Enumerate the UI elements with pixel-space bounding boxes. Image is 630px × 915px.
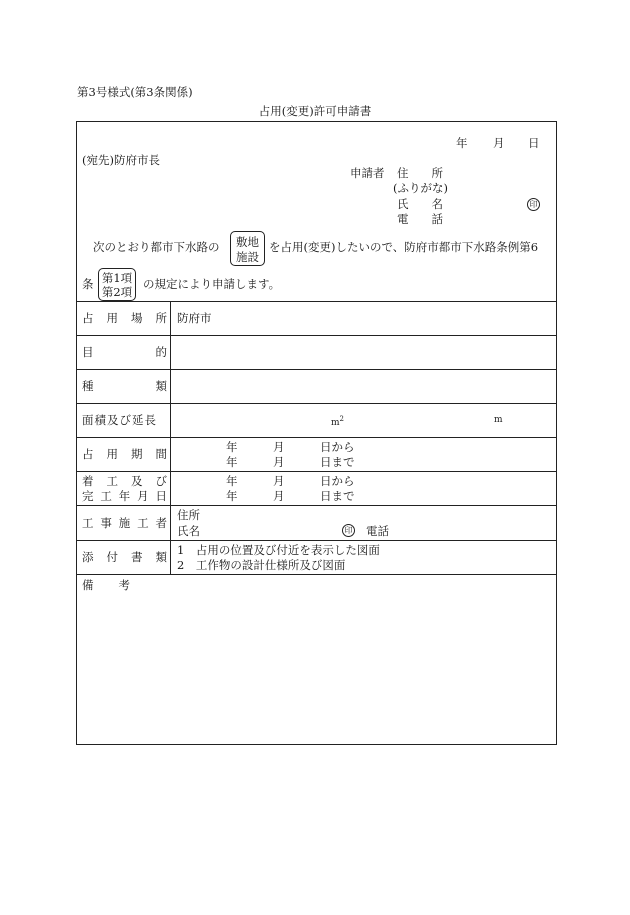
period-from-year: 年 — [226, 440, 238, 454]
construction-label-2-3: 年 — [118, 489, 131, 503]
area-unit-sup: 2 — [339, 415, 345, 423]
construction-label-2-1: 完 — [82, 489, 94, 503]
row-divider — [76, 540, 557, 541]
contractor-label-1: 工 — [82, 516, 94, 530]
attachments-label-2: 付 — [106, 550, 118, 564]
statement-line1-post: を占用(変更)したいので、防府市都市下水路条例第6 — [269, 240, 539, 254]
attachment-item-2: 2 工作物の設計仕様所及び図面 — [177, 558, 346, 572]
remarks-label-1: 備 — [82, 578, 94, 592]
attachments-label-3: 書 — [131, 550, 143, 564]
addressee: (宛先)防府市長 — [82, 153, 160, 167]
construction-to-month: 月 — [273, 489, 285, 503]
applicant-phone-label: 電 話 — [397, 212, 443, 226]
attachments-label-1: 添 — [82, 550, 94, 564]
contractor-label-4: 工 — [137, 516, 149, 530]
place-label-2: 用 — [106, 311, 118, 325]
contractor-label-2: 事 — [100, 516, 112, 530]
place-label-3: 場 — [131, 311, 143, 325]
form-title: 占用(変更)許可申請書 — [258, 104, 372, 118]
row-divider — [76, 369, 557, 370]
applicant-label: 申請者 — [350, 166, 385, 180]
contractor-label — [82, 518, 167, 530]
statement-line1-pre: 次のとおり都市下水路の — [93, 240, 220, 254]
construction-label-2 — [82, 491, 167, 503]
attachments-label — [82, 552, 167, 564]
date-year: 年 — [456, 136, 468, 150]
brace1-option-2: 施設 — [236, 250, 259, 264]
type-label-1: 種 — [82, 379, 94, 393]
construction-from-day: 日から — [320, 474, 355, 488]
row-divider — [76, 437, 557, 438]
contractor-name-label: 氏名 — [177, 524, 200, 538]
period-label-1: 占 — [82, 447, 94, 461]
contractor-address-label: 住所 — [177, 508, 200, 522]
contractor-phone-label: 電話 — [366, 524, 389, 538]
brace2-option-2: 第2項 — [101, 285, 133, 299]
contractor-label-3: 施 — [118, 516, 131, 530]
contractor-seal-icon: 印 — [342, 524, 355, 537]
period-to-day: 日まで — [320, 455, 355, 469]
row-divider — [76, 301, 557, 302]
purpose-label-1: 目 — [82, 345, 94, 359]
period-label — [82, 449, 167, 461]
place-label-4: 所 — [155, 311, 167, 325]
statement-line2-pre: 条 — [82, 277, 94, 291]
column-divider — [170, 301, 171, 574]
attachments-label-4: 類 — [155, 550, 167, 564]
period-label-2: 用 — [106, 447, 118, 461]
construction-from-year: 年 — [226, 474, 238, 488]
period-from-day: 日から — [320, 440, 355, 454]
applicant-seal-icon: 印 — [527, 198, 540, 211]
area-label: 面積及び延長 — [82, 413, 157, 427]
brace-site-facility — [230, 231, 265, 266]
place-label-1: 占 — [82, 311, 94, 325]
construction-from-month: 月 — [273, 474, 285, 488]
applicant-name-label: 氏 名 — [397, 197, 443, 211]
construction-label-1-1: 着 — [82, 474, 94, 488]
brace2-option-1: 第1項 — [101, 271, 133, 285]
type-label — [82, 381, 167, 393]
date-month: 月 — [493, 136, 505, 150]
row-divider — [76, 471, 557, 472]
area-unit-m: m — [331, 418, 340, 428]
date-day: 日 — [528, 136, 540, 150]
brace1-option-1: 敷地 — [236, 235, 259, 249]
row-divider — [76, 335, 557, 336]
applicant-furigana-label: (ふりがな) — [393, 181, 448, 195]
construction-label-1-4: び — [155, 474, 167, 488]
construction-label-2-4: 月 — [137, 489, 149, 503]
purpose-label — [82, 347, 167, 359]
brace-clause — [98, 268, 136, 301]
attachment-item-1: 1 占用の位置及び付近を表示した図面 — [177, 543, 380, 557]
construction-label-2-5: 日 — [155, 489, 167, 503]
construction-to-year: 年 — [226, 489, 238, 503]
construction-label-2-2: 工 — [100, 489, 112, 503]
construction-label-1-3: 及 — [131, 474, 143, 488]
contractor-label-5: 者 — [155, 516, 167, 530]
construction-to-day: 日まで — [320, 489, 355, 503]
remarks-label-2: 考 — [118, 578, 130, 592]
area-unit — [331, 416, 344, 428]
period-label-3: 期 — [131, 447, 143, 461]
construction-label-1-2: 工 — [106, 474, 118, 488]
row-divider — [76, 403, 557, 404]
form-reference: 第3号様式(第3条関係) — [77, 85, 193, 99]
place-label — [82, 313, 167, 325]
construction-label-1 — [82, 476, 167, 488]
length-unit: m — [494, 415, 503, 425]
type-label-2: 類 — [155, 379, 167, 393]
period-to-year: 年 — [226, 455, 238, 469]
place-value: 防府市 — [177, 311, 212, 325]
period-from-month: 月 — [273, 440, 285, 454]
statement-line2-post: の規定により申請します。 — [143, 277, 281, 291]
purpose-label-2: 的 — [155, 345, 167, 359]
row-divider — [76, 574, 557, 575]
applicant-address-label: 住 所 — [397, 166, 443, 180]
row-divider — [76, 505, 557, 506]
remarks-label — [82, 580, 130, 592]
period-to-month: 月 — [273, 455, 285, 469]
period-label-4: 間 — [155, 447, 167, 461]
form-frame — [76, 121, 557, 745]
